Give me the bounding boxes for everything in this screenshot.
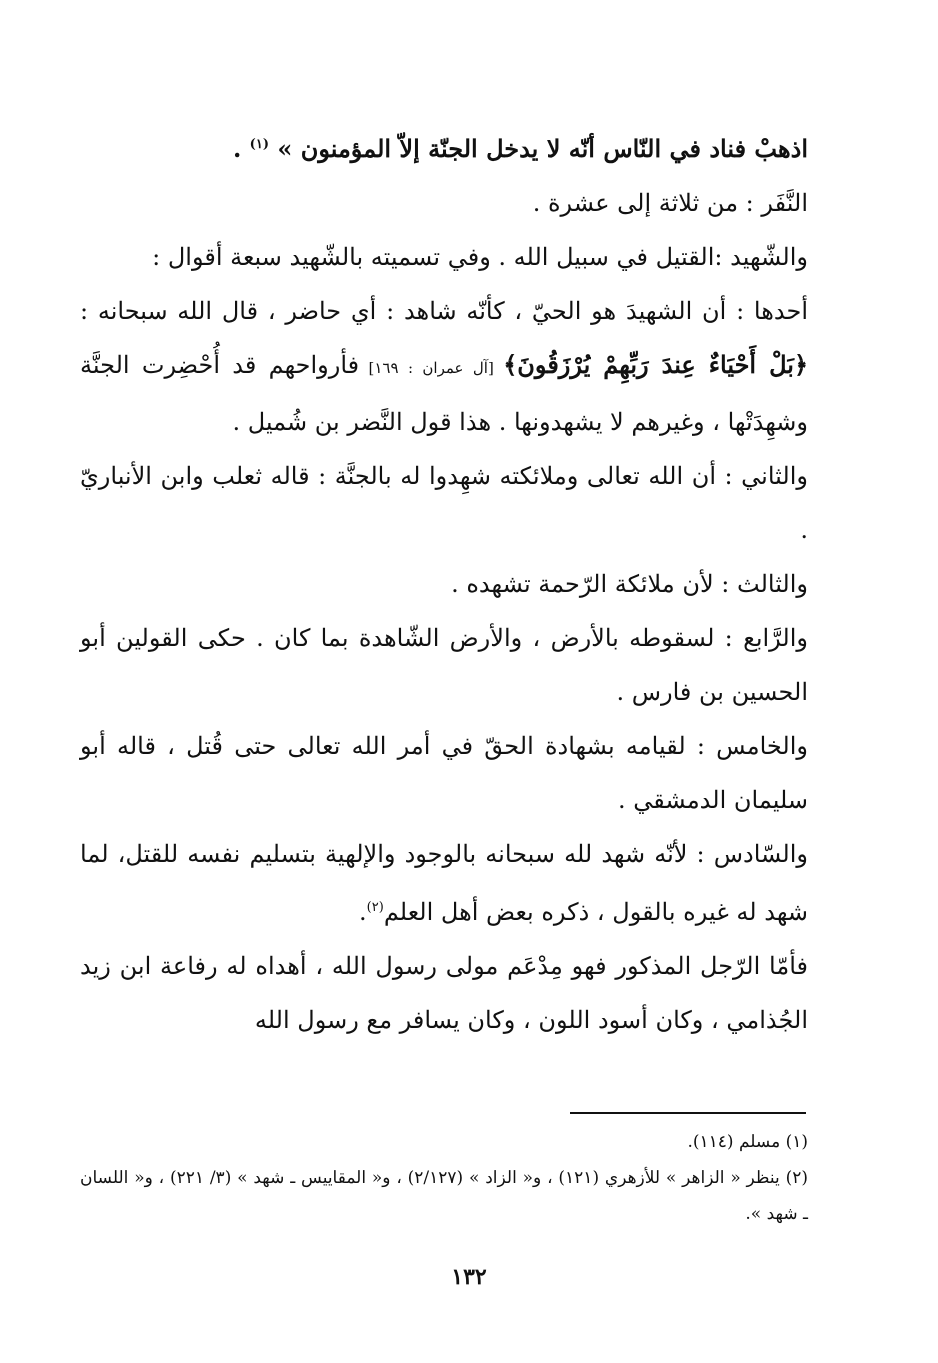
page-number: ١٣٢ (451, 1264, 487, 1290)
footnotes (80, 1124, 808, 1232)
paragraph-nafar: النَّفَر : من ثلاثة إلى عشرة . (532, 189, 808, 217)
paragraph-first-opinion (80, 284, 808, 449)
footnote-marker-1: (١) (249, 137, 269, 152)
footnote-1: (١) مسلم (١١٤). (687, 1132, 808, 1152)
paragraph-hadith-end (80, 118, 808, 176)
quran-verse: ﴿بَلْ أَحْيَاءٌ عِندَ رَبِّهِمْ يُرْزَقُونَ﴾ (503, 350, 808, 379)
first-opinion-text: أحدها : أن الشهيدَ هو الحيّ ، كأنّه شاهد : أي حاضر ، قال الله سبحانه : (80, 297, 808, 325)
paragraph-fifth-opinion: والخامس : لقيامه بشهادة الحقّ في أمر الله تعالى حتى قُتل ، قاله أبو سليمان الدمشقي . (80, 732, 808, 814)
sixth-opinion-end: . (359, 898, 367, 926)
paragraph-second-opinion: والثاني : أن الله تعالى وملائكته شهِدوا له بالجنَّة : قاله ثعلب وابن الأنباريّ . (80, 462, 808, 544)
paragraph-sixth-opinion (80, 827, 808, 939)
main-text (80, 118, 808, 1047)
quote-close: » (268, 134, 301, 163)
paragraph-shahid-definition: والشّهيد :القتيل في سبيل الله . وفي تسميته بالشّهيد سبعة أقوال : (152, 243, 808, 271)
first-opinion-continuation: فأرواحهم قد أُحْضِرت الجنَّة وشهِدَتْها ، وغيرهم لا يشهدونها . هذا قول النَّضر بن شُميل . (80, 351, 808, 436)
hadith-end-mark: . (232, 134, 250, 163)
footnote-marker-2: (٢) (366, 900, 384, 915)
footnote-separator (570, 1112, 806, 1114)
paragraph-third-opinion: والثالث : لأن ملائكة الرّحمة تشهده . (451, 570, 808, 598)
paragraph-fourth-opinion: والرَّابع : لسقوطه بالأرض ، والأرض الشّاهدة بما كان . حكى القولين أبو الحسين بن فارس . (80, 624, 808, 706)
paragraph-midam: فأمّا الرّجل المذكور فهو مِدْعَم مولى رسول الله ، أهداه له رفاعة ابن زيد الجُذامي ، وكان أسود اللون ، وكان يسافر مع رسول الله (80, 952, 808, 1034)
hadith-text: اذهبْ فناد في النّاس أنّه لا يدخل الجنّة إلاّ المؤمنون (300, 134, 808, 163)
footnote-2: (٢) ينظر « الزاهر » للأزهري (١٢١) ، و« الزاد » (٢/١٢٧) ، و« المقاييس ـ شهد » (٣/ ٢٢١) ، و« اللسان ـ شهد ». (80, 1168, 808, 1224)
sixth-opinion-text: والسّادس : لأنّه شهد لله سبحانه بالوجود والإلهية بتسليم نفسه للقتل، لما شهد له غيره بالقول ، ذكره بعض أهل العلم (80, 840, 808, 926)
verse-reference: [آل عمران : ١٦٩] (359, 359, 504, 377)
